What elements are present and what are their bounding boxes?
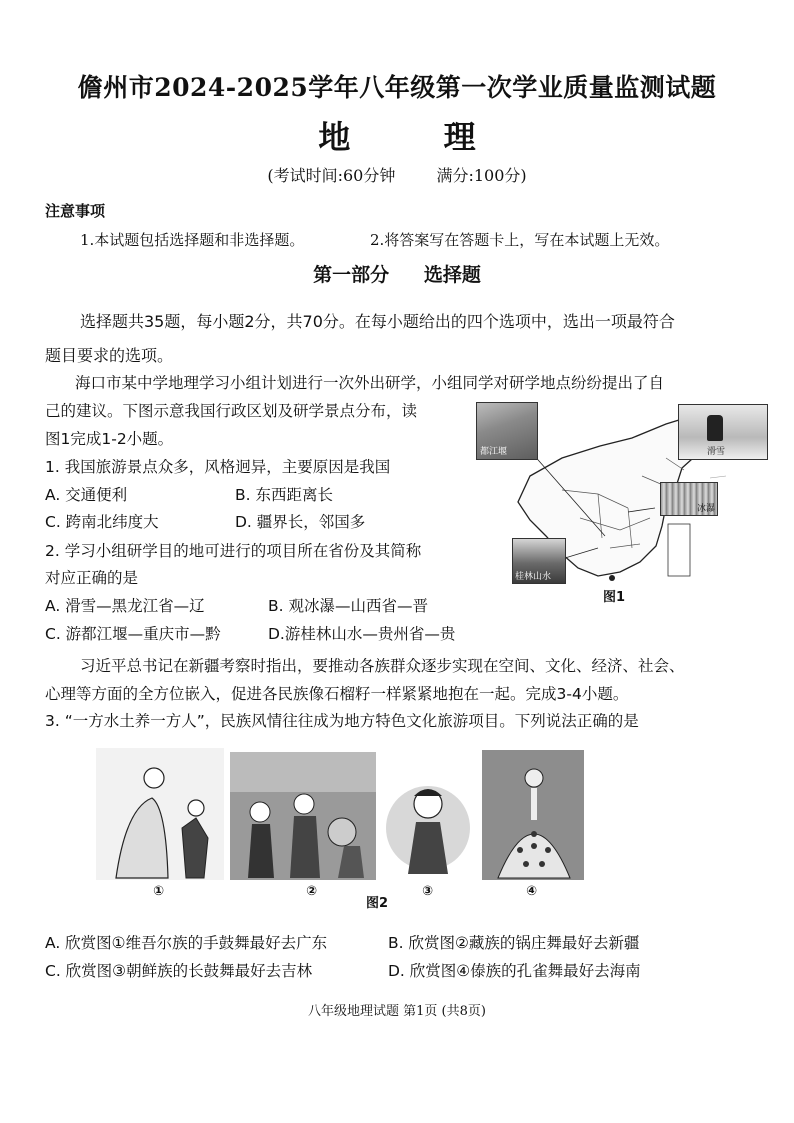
notice-heading: 注意事项	[45, 202, 106, 220]
passage2-line-1: 习近平总书记在新疆考察时指出，要推动各族群众逐步实现在空间、文化、经济、社会、	[80, 657, 685, 675]
part-name: 选择题	[423, 264, 481, 286]
dance-image-2-number: ②	[306, 884, 318, 899]
figure-1-caption: 图1	[603, 590, 626, 605]
dance-image-1-number: ①	[153, 884, 165, 899]
photo-icefall-label: 冰瀑	[696, 504, 715, 514]
q1-option-a: A. 交通便利	[45, 486, 128, 504]
exam-score: 满分:100分)	[436, 166, 527, 185]
dance-image-3-number: ③	[422, 884, 434, 899]
dance-image-4-number: ④	[526, 884, 538, 899]
q2-option-b: B. 观冰瀑—山西省—晋	[268, 597, 428, 615]
q3-option-b: B. 欣赏图②藏族的锅庄舞最好去新疆	[388, 934, 640, 952]
notice-item-2: 2.将答案写在答题卡上，写在本试题上无效。	[370, 231, 670, 249]
q1-option-c: C. 跨南北纬度大	[45, 513, 159, 531]
photo-dujiangyan-label: 都江堰	[480, 447, 508, 457]
photo-skiing-label: 滑雪	[707, 447, 726, 457]
passage1-line-3: 图1完成1-2小题。	[45, 430, 174, 448]
exam-title: 儋州市2024-2025学年八年级第一次学业质量监测试题	[77, 73, 717, 102]
q2-option-c: C. 游都江堰—重庆市—黔	[45, 625, 221, 643]
notice-item-1: 1.本试题包括选择题和非选择题。	[80, 231, 305, 249]
intro-line-1: 选择题共35题，每小题2分，共70分。在每小题给出的四个选项中，选出一项最符合	[80, 312, 675, 331]
q2-stem-line-2: 对应正确的是	[45, 569, 139, 587]
q2-stem-line-1: 2. 学习小组研学目的地可进行的项目所在省份及其简称	[45, 542, 422, 560]
exam-time: (考试时间:60分钟	[267, 166, 396, 185]
q2-option-d: D.游桂林山水—贵州省—贵	[268, 625, 456, 643]
q1-stem: 1. 我国旅游景点众多，风格迥异，主要原因是我国	[45, 458, 391, 476]
part-label: 第一部分	[313, 264, 390, 286]
q3-stem: 3. “一方水土养一方人”，民族风情往往成为地方特色文化旅游项目。下列说法正确的是	[45, 712, 639, 730]
figure-2	[96, 748, 590, 916]
photo-skiing	[678, 404, 768, 460]
figure-1	[470, 398, 770, 608]
part-heading	[0, 260, 794, 287]
dance-image-3	[380, 756, 476, 880]
q1-option-b: B. 东西距离长	[235, 486, 333, 504]
page-footer: 八年级地理试题 第1页 (共8页)	[308, 1004, 486, 1019]
dance-image-1	[96, 748, 224, 880]
passage2-line-2: 心理等方面的全方位嵌入，促进各民族像石榴籽一样紧紧地抱在一起。完成3-4小题。	[45, 685, 629, 703]
exam-info	[0, 163, 794, 186]
q3-option-a: A. 欣赏图①维吾尔族的手鼓舞最好去广东	[45, 934, 328, 952]
dance-image-4	[482, 750, 584, 880]
q1-option-d: D. 疆界长，邻国多	[235, 513, 366, 531]
q2-option-a: A. 滑雪—黑龙江省—辽	[45, 597, 205, 615]
photo-icefall	[660, 482, 718, 516]
photo-guilin	[512, 538, 566, 584]
subject-title: 地 理	[318, 118, 502, 156]
photo-guilin-label: 桂林山水	[515, 572, 552, 582]
figure-2-caption: 图2	[366, 896, 389, 911]
passage1-line-1: 海口市某中学地理学习小组计划进行一次外出研学，小组同学对研学地点纷纷提出了自	[75, 374, 665, 392]
dance-image-2	[230, 752, 376, 880]
q3-option-d: D. 欣赏图④傣族的孔雀舞最好去海南	[388, 962, 641, 980]
photo-dujiangyan	[476, 402, 538, 460]
intro-line-2: 题目要求的选项。	[45, 346, 174, 365]
q3-option-c: C. 欣赏图③朝鲜族的长鼓舞最好去吉林	[45, 962, 313, 980]
passage1-line-2: 己的建议。下图示意我国行政区划及研学景点分布，读	[45, 402, 418, 420]
